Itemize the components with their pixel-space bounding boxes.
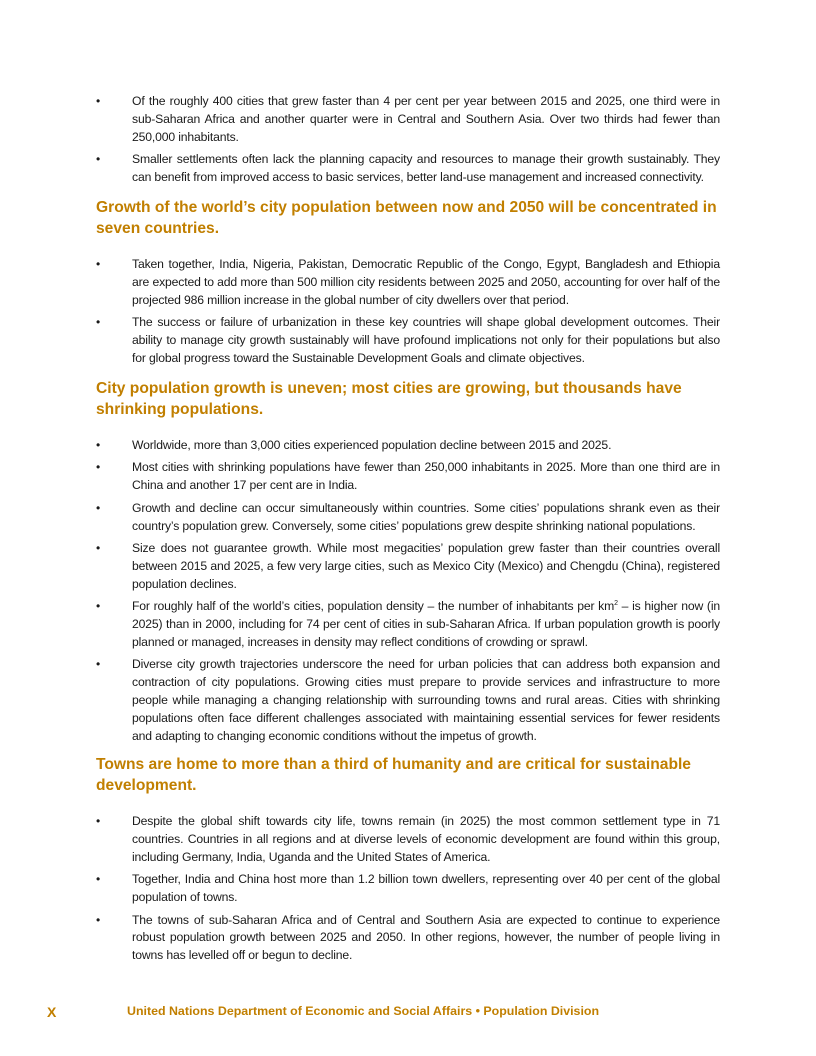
bullet-list-uneven-growth	[96, 437, 720, 751]
list-item: • Taken together, India, Nigeria, Pakistan, Democratic Republic of the Congo, Egypt, Bangladesh and Ethiopia are expected to add more than 500 million city residents between 2025 and 2050, accounting for over half of the projected 986 million increase in the global number of city dwellers over that period.	[96, 257, 720, 307]
bullet-icon: •	[96, 541, 101, 556]
bullet-icon: •	[96, 315, 101, 330]
list-item: • The success or failure of urbanization in these key countries will shape global development outcomes. Their ability to manage city growth sustainably will have profound implications not only for their populations but also for global progress toward the Sustainable Development Goals and climate objectives.	[96, 315, 720, 366]
list-item: • For roughly half of the world’s cities, population density – the number of inhabitants per $km^2$ – is higher now (in 2025) than in 2000, including for 74 per cent of cities in sub-Saharan Africa. If urban population growth is poorly planned or managed, increases in density may reflect conditions of crowding or sprawl.	[96, 599, 721, 650]
bullet-icon: •	[96, 257, 101, 271]
bullet-icon: •	[96, 94, 101, 108]
bullet-icon: •	[96, 460, 101, 475]
bullet-icon: •	[96, 438, 101, 452]
bullet-icon: •	[96, 814, 101, 828]
section-heading-towns: Towns are home to more than a third of humanity and are critical for sustainable development.	[96, 756, 691, 794]
bullet-icon: •	[96, 152, 101, 167]
list-item: • Diverse city growth trajectories underscore the need for urban policies that can address both expansion and contraction of city populations. Growing cities must prepare to provide services and infrastructure to more people while managing a changing relationship with surrounding towns and rural areas. Cities with shrinking populations often face different challenges associated with maintaining essential services for fewer residents and adapting to changing economic conditions without the impetus of growth.	[96, 657, 720, 744]
bullet-list-towns	[96, 813, 720, 970]
superscript: 2	[614, 600, 618, 608]
list-item: • Growth and decline can occur simultaneously within countries. Some cities’ populations shrank even as their country’s population grew. Conversely, some cities’ populations grew despite shrinking national populations.	[96, 500, 720, 533]
list-item: • Size does not guarantee growth. While most megacities’ population grew faster than their countries overall between 2015 and 2025, a few very large cities, such as Mexico City (Mexico) and Chengdu (China), registered population declines.	[96, 541, 720, 591]
page-footer: United Nations Department of Economic and Social Affairs • Population Division	[127, 1004, 600, 1018]
list-item: • Most cities with shrinking populations have fewer than 250,000 inhabitants in 2025. More than one third are in China and another 17 per cent are in India.	[96, 460, 720, 493]
section-heading-uneven-growth: City population growth is uneven; most cities are growing, but thousands have shrinking populations.	[96, 380, 682, 418]
list-item: • Smaller settlements often lack the planning capacity and resources to manage their growth sustainably. They can benefit from improved access to basic services, better land-use management and increased connectivity.	[96, 152, 720, 185]
bullet-icon: •	[96, 872, 101, 887]
bullet-icon: •	[96, 500, 101, 515]
bullet-icon: •	[96, 657, 101, 672]
bullet-list-seven-countries	[96, 256, 720, 372]
bullet-icon: •	[96, 599, 101, 614]
list-item: • Together, India and China host more than 1.2 billion town dwellers, representing over 40 per cent of the global population of towns.	[96, 872, 720, 905]
list-item: • Despite the global shift towards city life, towns remain (in 2025) the most common settlement type in 71 countries. Countries in all regions and at diverse levels of economic development are found within this group, including Germany, India, Uganda and the United States of America.	[96, 814, 720, 864]
list-item: • Of the roughly 400 cities that grew faster than 4 per cent per year between 2015 and 2025, one third were in sub-Saharan Africa and another quarter were in Central and Southern Asia. Over two thirds had fewer than 250,000 inhabitants.	[96, 94, 720, 144]
list-item: • The towns of sub-Saharan Africa and of Central and Southern Asia are expected to continue to experience robust population growth between 2025 and 2050. In other regions, however, the number of people living in towns has levelled off or begun to decline.	[96, 912, 720, 963]
page-number: X	[47, 1004, 57, 1020]
bullet-icon: •	[96, 912, 101, 927]
bullet-list-intro	[96, 93, 720, 192]
list-item: • Worldwide, more than 3,000 cities experienced population decline between 2015 and 2025.	[96, 437, 720, 455]
section-heading-seven-countries: Growth of the world’s city population between now and 2050 will be concentrated in seven countries.	[96, 199, 717, 237]
